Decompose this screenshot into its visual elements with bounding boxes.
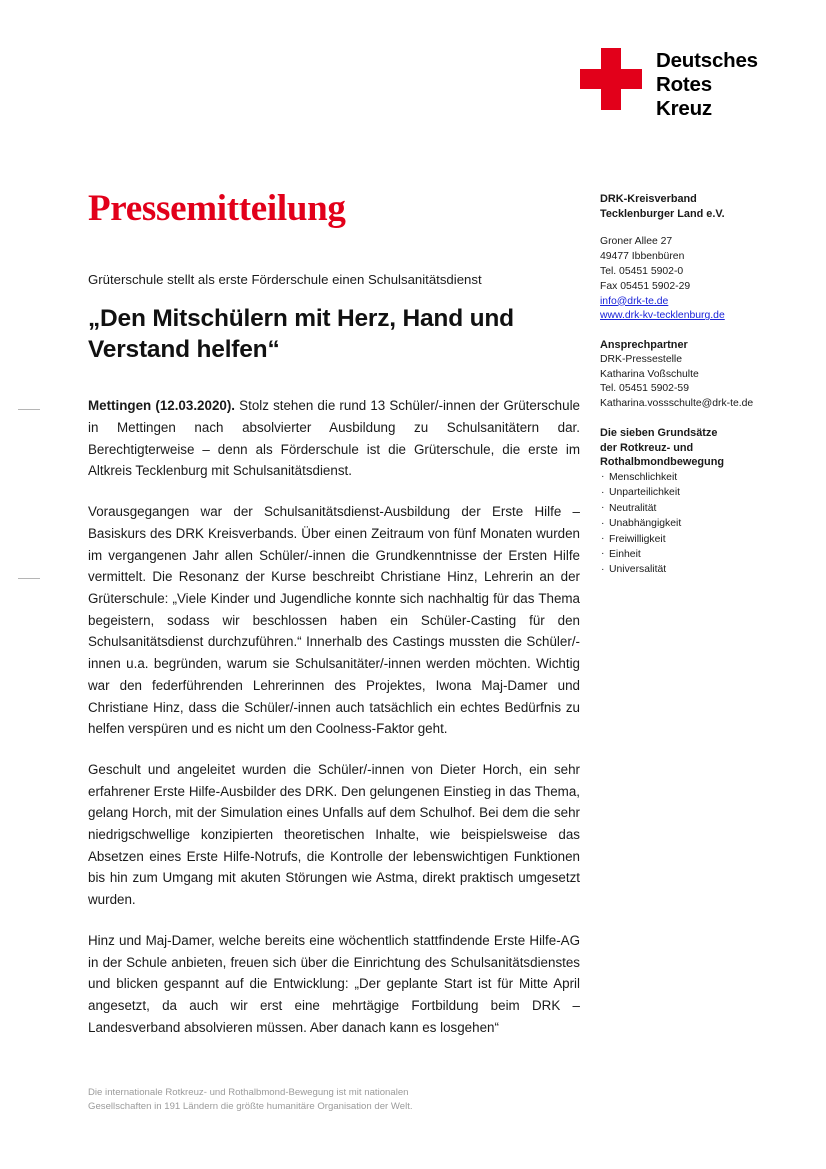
address-city: 49477 Ibbenbüren (600, 251, 685, 263)
spacer (600, 412, 800, 426)
contact-phone: Tel. 05451 5902-59 (600, 383, 689, 395)
list-item: · Einheit (600, 547, 800, 562)
principles-heading-line-3: Rothalbmondbewegung (600, 456, 725, 469)
organization-name (600, 192, 800, 221)
organization-name-line-2: Tecklenburger Land e.V. (600, 207, 725, 220)
drk-logo (580, 48, 758, 121)
list-item: · Freiwilligkeit (600, 532, 800, 547)
main-content (88, 190, 580, 1038)
footer-line-2: Gesellschaften in 191 Ländern die größte humanitäre Organisation der Welt. (88, 1100, 413, 1112)
logo-line-2: Rotes (656, 72, 712, 96)
principles-heading-line-1: Die sieben Grundsätze (600, 426, 718, 439)
fold-mark-top (18, 409, 40, 410)
logo-line-3: Kreuz (656, 96, 712, 120)
list-item: · Universalität (600, 562, 800, 577)
sidebar (600, 192, 800, 578)
dateline: Mettingen (12.03.2020). (88, 398, 236, 414)
list-item: · Menschlichkeit (600, 470, 800, 485)
body-paragraph-4: Hinz und Maj-Damer, welche bereits eine wöchentlich stattfindende Erste Hilfe-AG in der Schule anbieten, freuen sich über die Einrichtung des Schulsanitätsdienstes und blicken gespannt auf die Entwicklung: „Der geplante Start ist für Mitte April angesetzt, da auch wir erst eine mehrtägige Fortbildung beim DRK – Landesverband absolvieren müssen. Aber danach kann es losgehen“ (88, 932, 580, 1035)
list-item: · Unabhängigkeit (600, 516, 800, 531)
fold-mark-bottom (18, 578, 40, 579)
body-paragraph-3: Geschult und angeleitet wurden die Schüler/-innen von Dieter Horch, ein sehr erfahrener Erste Hilfe-Ausbilder des DRK. Den gelungenen Einstieg in das Thema, gelang Horch, mit der Simulation eines Unfalls auf dem Schulhof. Bei dem die sehr niedrigschwellige konzipierten theoretischen Inhalte, wie beispielsweise das Absetzen eines Erste Hilfe-Notrufs, die Kontrolle der lebenswichtigen Funktionen bis hin zum Umgang mit akuten Störungen wie Astma, direkt praktisch umgesetzt wurden. (88, 761, 580, 908)
principles-list (600, 470, 800, 578)
principles-heading-line-2: der Rotkreuz- und (600, 441, 694, 454)
address-street: Groner Allee 27 (600, 236, 673, 248)
red-cross-icon (580, 48, 642, 110)
contact-heading: Ansprechpartner (600, 339, 688, 352)
body-paragraph-2: Vorausgegangen war der Schulsanitätsdienst-Ausbildung der Erste Hilfe – Basiskurs des DRK Kreisverbands. Über einen Zeitraum von fünf Monaten wurden im vergangenen Jahr allen Schüler/-innen die Grundkenntnisse der Ersten Hilfe vermittelt. Die Resonanz der Kurse beschreibt Christiane Hinz, Lehrerin an der Grüterschule: „Viele Kinder und Jugendliche konnte sich nachhaltig für das Thema begeistern, sodass wir beschlossen haben ein Schüler-Casting für den Schulsanitätsdienst durchzuführen.“ Innerhalb des Castings mussten die Schüler/-innen u.a. begründen, warum sie Schulsanitäter/-innen werden möchten. Wichtig war den federführenden Lehrerinnen des Projektes, Iwona Maj-Damer und Christiane Hinz, dass die Schüler/-innen auch tatsächlich ein echtes Bedürfnis zu helfen verspüren und es nicht um den Coolness-Faktor geht. (88, 504, 580, 737)
list-item: · Unparteilichkeit (600, 485, 800, 500)
organization-name-line-1: DRK-Kreisverband (600, 193, 697, 205)
contact-department: DRK-Pressestelle (600, 353, 682, 365)
address-block (600, 235, 800, 324)
list-item: · Neutralität (600, 501, 800, 516)
spacer (600, 221, 800, 235)
footer (88, 1086, 518, 1114)
subheadline: Grüterschule stellt als erste Förderschule einen Schulsanitätsdienst (88, 271, 482, 287)
contact-email: Katharina.vossschulte@drk-te.de (600, 398, 754, 410)
principles-heading (600, 426, 800, 470)
body-paragraph-1 (88, 395, 580, 482)
spacer (600, 324, 800, 338)
contact-name: Katharina Voßschulte (600, 368, 699, 380)
address-phone: Tel. 05451 5902-0 (600, 265, 684, 277)
principles-block (600, 426, 800, 578)
logo-line-1: Deutsches (656, 49, 758, 72)
address-fax: Fax 05451 5902-29 (600, 280, 691, 292)
email-link[interactable]: info@drk-te.de (600, 295, 669, 307)
page-title: Pressemitteilung (88, 188, 346, 229)
drk-logo-wordmark (656, 48, 758, 121)
contact-block (600, 338, 800, 412)
website-link[interactable]: www.drk-kv-tecklenburg.de (600, 310, 725, 322)
footer-line-1: Die internationale Rotkreuz- und Rothalbmond-Bewegung ist mit nationalen (88, 1087, 409, 1098)
body-paragraph-1-text: Stolz stehen die rund 13 Schüler/-innen der Grüterschule in Mettingen nach absolvierter Ausbildung zu Schulsanitätern dar. Berechtigterweise – denn als Förderschule ist die Grüterschule, die erste im Altkreis Tecklenburg mit Schulsanitätsdienst. (88, 398, 580, 479)
headline: „Den Mitschülern mit Herz, Hand und Verstand helfen“ (88, 304, 514, 364)
